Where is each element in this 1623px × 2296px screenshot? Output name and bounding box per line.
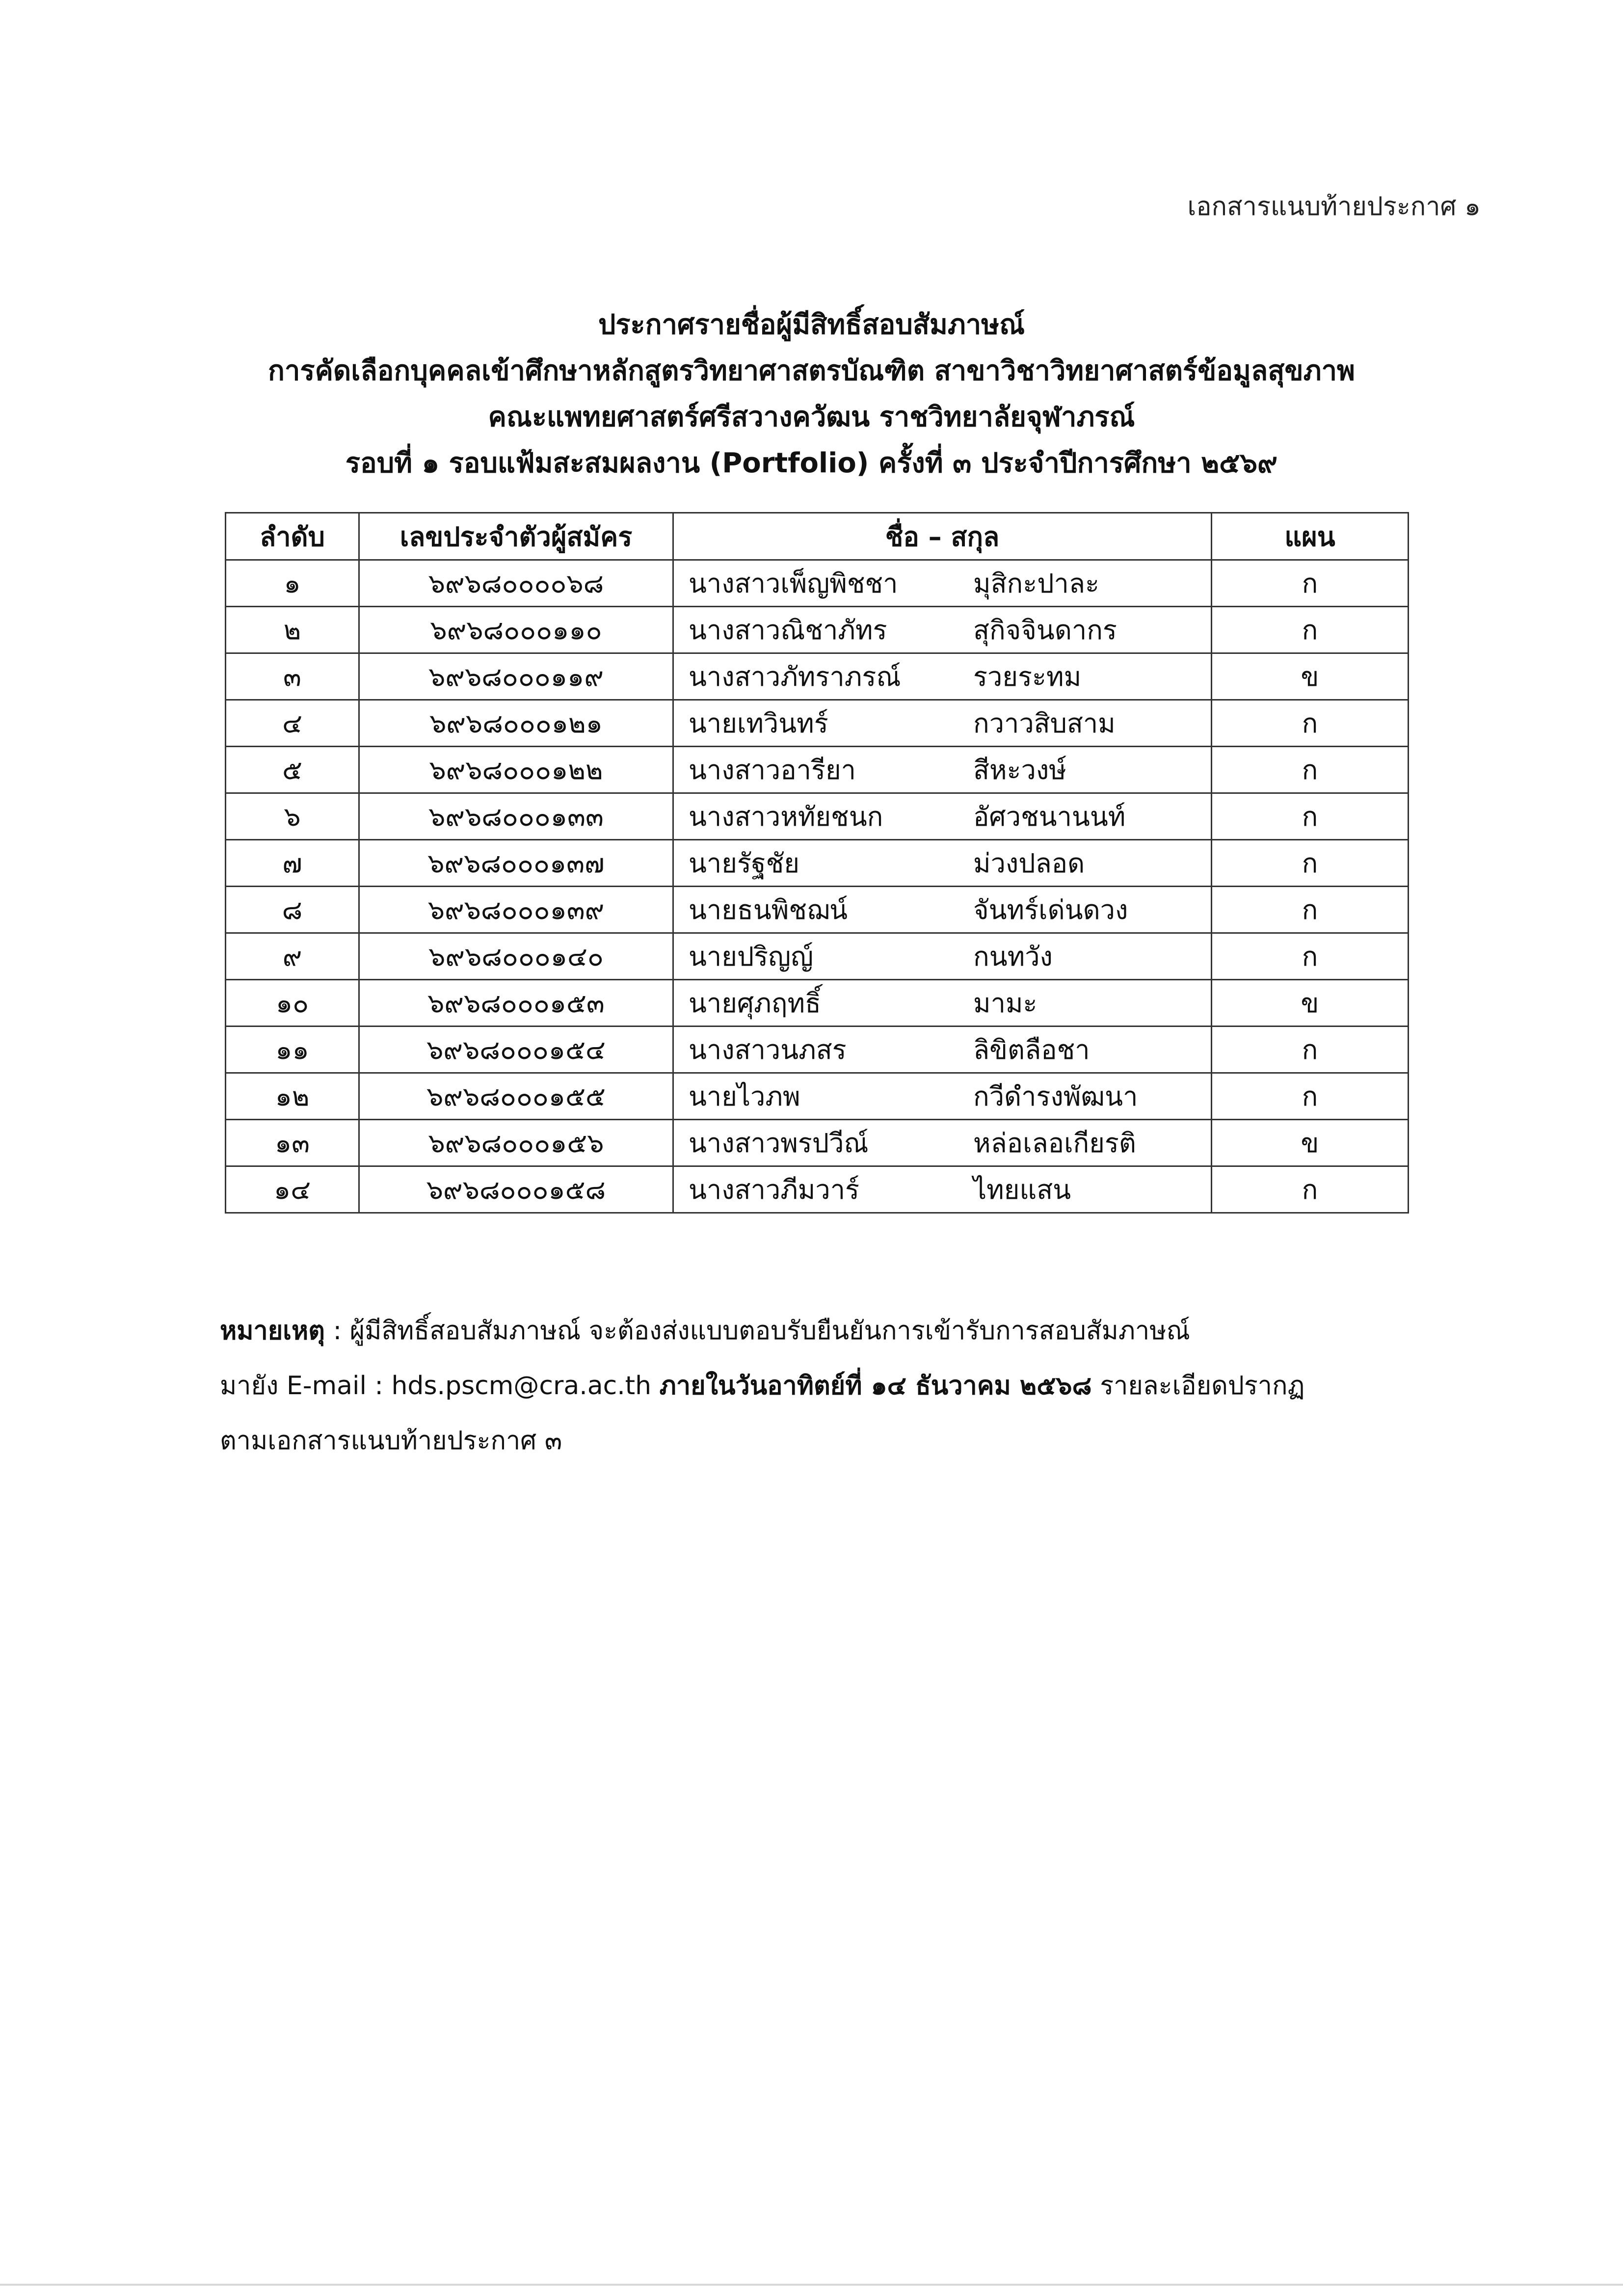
cell-seq: ๓ [226, 653, 359, 700]
cell-applicant-id: ๖๙๖๘๐๐๐๑๕๓ [359, 980, 673, 1026]
first-name: นางสาวพรปวีณ์ [689, 1128, 869, 1159]
table-row [226, 933, 1409, 980]
appendix-label: เอกสารแนบท้ายประกาศ ๑ [1187, 192, 1481, 221]
last-name: สุกิจจินดากร [973, 615, 1117, 646]
cell-applicant-id: ๖๙๖๘๐๐๐๐๖๘ [359, 560, 673, 607]
cell-applicant-id: ๖๙๖๘๐๐๐๑๕๕ [359, 1073, 673, 1120]
header-plan: แผน [1212, 513, 1409, 560]
cell-plan: ก [1212, 747, 1409, 793]
table-header-row [226, 513, 1409, 560]
table-row [226, 840, 1409, 887]
last-name: รวยระทม [973, 661, 1082, 692]
cell-seq: ๕ [226, 747, 359, 793]
last-name: สีหะวงษ์ [973, 755, 1066, 785]
cell-name [673, 747, 1212, 793]
remark-line-2 [220, 1358, 1417, 1413]
table-row [226, 560, 1409, 607]
first-name: นายรัฐชัย [689, 848, 799, 879]
first-name: นางสาวภัทราภรณ์ [689, 661, 901, 692]
cell-plan: ก [1212, 560, 1409, 607]
last-name: ไทยแสน [973, 1174, 1071, 1205]
cell-plan: ข [1212, 980, 1409, 1026]
cell-name [673, 933, 1212, 980]
cell-applicant-id: ๖๙๖๘๐๐๐๑๔๐ [359, 933, 673, 980]
cell-name [673, 793, 1212, 840]
first-name: นางสาวเพ็ญพิชชา [689, 568, 898, 599]
remark-text-2: รายละเอียดปรากฏ [1091, 1371, 1305, 1401]
header-seq: ลำดับ [226, 513, 359, 560]
remark [220, 1303, 1417, 1468]
table-row [226, 887, 1409, 933]
header-faculty: คณะแพทยศาสตร์ศรีสวางควัฒน ราชวิทยาลัยจุฬาภรณ์ [488, 401, 1135, 433]
cell-name [673, 1073, 1212, 1120]
applicant-table [225, 512, 1409, 1214]
cell-name [673, 1026, 1212, 1073]
cell-seq: ๑๒ [226, 1073, 359, 1120]
first-name: นางสาวณิชาภัทร [689, 615, 887, 646]
cell-seq: ๖ [226, 793, 359, 840]
remark-deadline: ภายในวันอาทิตย์ที่ ๑๔ ธันวาคม ๒๕๖๘ [659, 1371, 1092, 1401]
cell-applicant-id: ๖๙๖๘๐๐๐๑๑๙ [359, 653, 673, 700]
cell-name [673, 1166, 1212, 1213]
last-name: ลิขิตลือชา [973, 1034, 1090, 1065]
last-name: มามะ [973, 988, 1038, 1019]
cell-seq: ๙ [226, 933, 359, 980]
last-name: มุสิกะปาละ [973, 568, 1099, 599]
first-name: นางสาวอารียา [689, 755, 856, 785]
cell-seq: ๑๓ [226, 1120, 359, 1166]
last-name: กวาวสิบสาม [973, 708, 1116, 739]
cell-name [673, 700, 1212, 747]
first-name: นางสาวนภสร [689, 1034, 847, 1065]
cell-seq: ๗ [226, 840, 359, 887]
first-name: นายศุภฤทธิ์ [689, 988, 821, 1019]
first-name: นายธนพิชฌน์ [689, 894, 848, 925]
cell-applicant-id: ๖๙๖๘๐๐๐๑๕๔ [359, 1026, 673, 1073]
cell-plan: ก [1212, 840, 1409, 887]
cell-plan: ข [1212, 653, 1409, 700]
table-row [226, 653, 1409, 700]
cell-applicant-id: ๖๙๖๘๐๐๐๑๓๗ [359, 840, 673, 887]
header-applicant-id: เลขประจำตัวผู้สมัคร [359, 513, 673, 560]
remark-email: มายัง E-mail : hds.pscm@cra.ac.th [220, 1371, 660, 1401]
cell-name [673, 607, 1212, 653]
table-row [226, 1026, 1409, 1073]
cell-name [673, 840, 1212, 887]
first-name: นายไวภพ [689, 1081, 800, 1112]
remark-label: หมายเหตุ [220, 1316, 325, 1346]
page-edge-line [0, 2284, 1623, 2286]
cell-plan: ก [1212, 887, 1409, 933]
cell-plan: ก [1212, 1026, 1409, 1073]
cell-plan: ก [1212, 933, 1409, 980]
cell-name [673, 560, 1212, 607]
last-name: หล่อเลอเกียรติ [973, 1128, 1136, 1159]
cell-plan: ข [1212, 1120, 1409, 1166]
last-name: กวีดำรงพัฒนา [973, 1081, 1138, 1112]
remark-line-1 [220, 1303, 1417, 1358]
table-row [226, 607, 1409, 653]
first-name: นายเทวินทร์ [689, 708, 828, 739]
cell-seq: ๑๐ [226, 980, 359, 1026]
cell-plan: ก [1212, 607, 1409, 653]
cell-applicant-id: ๖๙๖๘๐๐๐๑๕๖ [359, 1120, 673, 1166]
cell-seq: ๑๔ [226, 1166, 359, 1213]
cell-seq: ๑ [226, 560, 359, 607]
cell-applicant-id: ๖๙๖๘๐๐๐๑๓๓ [359, 793, 673, 840]
last-name: จันทร์เด่นดวง [973, 894, 1128, 925]
cell-seq: ๘ [226, 887, 359, 933]
last-name: ม่วงปลอด [973, 848, 1085, 879]
remark-line-3: ตามเอกสารแนบท้ายประกาศ ๓ [220, 1426, 562, 1456]
table-row [226, 747, 1409, 793]
cell-name [673, 1120, 1212, 1166]
header-round: รอบที่ ๑ รอบแฟ้มสะสมผลงาน (Portfolio) ครั้งที่ ๓ ประจำปีการศึกษา ๒๕๖๙ [345, 447, 1278, 479]
remark-text-1: : ผู้มีสิทธิ์สอบสัมภาษณ์ จะต้องส่งแบบตอบรับยืนยันการเข้ารับการสอบสัมภาษณ์ [325, 1316, 1190, 1346]
header-title: ประกาศรายชื่อผู้มีสิทธิ์สอบสัมภาษณ์ [598, 309, 1025, 341]
table-row [226, 793, 1409, 840]
cell-seq: ๔ [226, 700, 359, 747]
cell-plan: ก [1212, 1166, 1409, 1213]
table-row [226, 1120, 1409, 1166]
table-row [226, 700, 1409, 747]
cell-applicant-id: ๖๙๖๘๐๐๐๑๕๘ [359, 1166, 673, 1213]
header-name: ชื่อ – สกุล [673, 513, 1212, 560]
cell-seq: ๑๑ [226, 1026, 359, 1073]
first-name: นางสาวหทัยชนก [689, 801, 883, 832]
cell-applicant-id: ๖๙๖๘๐๐๐๑๒๑ [359, 700, 673, 747]
cell-applicant-id: ๖๙๖๘๐๐๐๑๒๒ [359, 747, 673, 793]
last-name: กนทวัง [973, 941, 1053, 972]
table-row [226, 1166, 1409, 1213]
cell-applicant-id: ๖๙๖๘๐๐๐๑๓๙ [359, 887, 673, 933]
header-program: การคัดเลือกบุคคลเข้าศึกษาหลักสูตรวิทยาศาสตรบัณฑิต สาขาวิชาวิทยาศาสตร์ข้อมูลสุขภาพ [268, 355, 1355, 387]
announcement-header [0, 302, 1623, 486]
cell-plan: ก [1212, 700, 1409, 747]
cell-name [673, 653, 1212, 700]
last-name: อัศวชนานนท์ [973, 801, 1126, 832]
table-body [226, 560, 1409, 1213]
table-row [226, 1073, 1409, 1120]
table-row [226, 980, 1409, 1026]
cell-name [673, 887, 1212, 933]
first-name: นายปริญญ์ [689, 941, 814, 972]
cell-seq: ๒ [226, 607, 359, 653]
cell-applicant-id: ๖๙๖๘๐๐๐๑๑๐ [359, 607, 673, 653]
first-name: นางสาวภีมวาร์ [689, 1174, 860, 1205]
cell-name [673, 980, 1212, 1026]
cell-plan: ก [1212, 1073, 1409, 1120]
cell-plan: ก [1212, 793, 1409, 840]
